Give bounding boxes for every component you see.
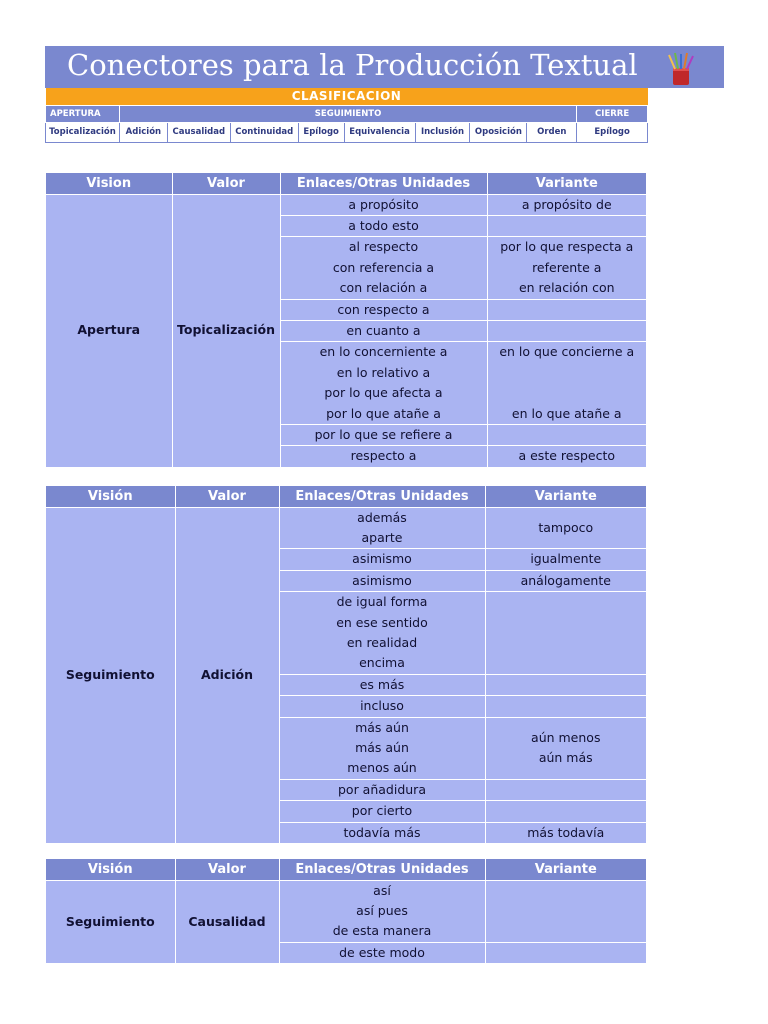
connector-text: con relación a [339, 280, 428, 296]
connector-text: así pues [356, 902, 408, 918]
connector-text: de igual forma [336, 594, 428, 610]
column-header: Vision [46, 173, 172, 194]
variant-text: tampoco [538, 519, 594, 535]
column-header: Variante [485, 486, 646, 507]
connector-text: más aún [355, 719, 409, 735]
subcategory: Orden [527, 122, 577, 142]
variante-cell [485, 717, 646, 779]
column-header: Visión [46, 859, 175, 880]
connector-text: en realidad [346, 634, 418, 650]
subcategory: Topicalización [46, 122, 120, 142]
valor-cell: Causalidad [175, 880, 279, 963]
connector-text: por lo que atañe a [326, 405, 441, 421]
variante-cell [487, 446, 646, 467]
enlaces-cell [280, 194, 487, 215]
connector-text: en ese sentido [336, 614, 428, 630]
enlaces-cell [280, 446, 487, 467]
connector-text: encima [359, 655, 405, 671]
variant-text [490, 383, 645, 403]
variante-cell [485, 570, 646, 591]
vision-cell: Seguimiento [46, 507, 175, 843]
enlaces-cell [279, 822, 485, 843]
connector-text: a todo esto [348, 217, 419, 233]
column-header: Valor [172, 173, 280, 194]
connector-text: así [373, 882, 391, 898]
table-row [46, 507, 646, 549]
column-header: Valor [175, 486, 279, 507]
variante-cell [487, 299, 646, 320]
enlaces-cell [280, 320, 487, 341]
variante-cell [485, 674, 646, 695]
connector-text: por añadidura [337, 781, 426, 797]
enlaces-cell [279, 549, 485, 570]
enlaces-cell [280, 424, 487, 445]
variante-cell [485, 880, 646, 942]
connector-text: de este modo [339, 944, 425, 960]
variant-text: análogamente [520, 572, 611, 588]
variante-cell [487, 342, 646, 425]
variante-cell [487, 215, 646, 236]
variant-text: en relación con [518, 280, 615, 296]
connector-text: al respecto [348, 239, 419, 255]
enlaces-cell [279, 507, 485, 549]
enlaces-cell [279, 880, 485, 942]
variant-text: a este respecto [518, 448, 615, 464]
subcategory: Epílogo [577, 122, 648, 142]
variant-text: referente a [532, 259, 602, 275]
connector-text: por cierto [351, 803, 413, 819]
pencil-cup-icon [664, 52, 698, 86]
column-header: Valor [175, 859, 279, 880]
enlaces-cell [280, 342, 487, 425]
variante-cell [487, 237, 646, 299]
column-header: Enlaces/Otras Unidades [279, 486, 485, 507]
enlaces-cell [279, 717, 485, 779]
column-header: Enlaces/Otras Unidades [279, 859, 485, 880]
variant-text: aún más [538, 750, 593, 766]
connector-text: en lo concerniente a [319, 344, 448, 360]
connector-text: es más [359, 676, 405, 692]
column-header: Variante [487, 173, 646, 194]
connector-text: respecto a [350, 448, 417, 464]
seguimiento-adicion-table [46, 486, 646, 843]
variant-text: igualmente [530, 551, 602, 567]
variante-cell [485, 549, 646, 570]
variant-text: en lo que concierne a [499, 344, 635, 360]
table-row [46, 194, 646, 215]
subcategory: Inclusión [415, 122, 470, 142]
connector-text: en lo relativo a [336, 364, 431, 380]
variante-cell [485, 801, 646, 822]
enlaces-cell [279, 801, 485, 822]
variant-text: aún menos [531, 729, 601, 745]
variante-cell [487, 320, 646, 341]
category-seguimiento: SEGUIMIENTO [119, 105, 576, 122]
subcategory: Causalidad [167, 122, 230, 142]
column-header: Visión [46, 486, 175, 507]
connector-text: más aún [355, 739, 409, 755]
connector-text: con referencia a [332, 259, 435, 275]
subcategory: Equivalencia [344, 122, 415, 142]
connector-text: a propósito [348, 196, 419, 212]
column-header: Enlaces/Otras Unidades [280, 173, 487, 194]
title-bar [45, 46, 724, 88]
subcategory: Adición [119, 122, 167, 142]
page-title: Conectores para la Producción Textual [67, 48, 638, 82]
variante-cell [485, 942, 646, 963]
connector-text: por lo que afecta a [324, 385, 443, 401]
variant-text: más todavía [527, 824, 605, 840]
subcategory: Epílogo [298, 122, 344, 142]
variante-cell [485, 779, 646, 800]
variant-text: por lo que respecta a [500, 239, 634, 255]
variant-text: a propósito de [521, 196, 612, 212]
enlaces-cell [279, 592, 485, 675]
enlaces-cell [279, 696, 485, 717]
connector-text: asimismo [352, 572, 412, 588]
apertura-topicalizacion-table [46, 173, 646, 467]
subcategory: Oposición [470, 122, 527, 142]
vision-cell: Apertura [46, 194, 172, 467]
valor-cell: Adición [175, 507, 279, 843]
enlaces-cell [279, 674, 485, 695]
variante-cell [485, 592, 646, 675]
enlaces-cell [280, 237, 487, 299]
connector-text: asimismo [352, 551, 412, 567]
category-apertura: APERTURA [46, 105, 120, 122]
variante-cell [485, 507, 646, 549]
variante-cell [487, 424, 646, 445]
enlaces-cell [280, 299, 487, 320]
table-row [46, 880, 646, 942]
enlaces-cell [279, 779, 485, 800]
column-header: Variante [485, 859, 646, 880]
variante-cell [487, 194, 646, 215]
connector-text: por lo que se refiere a [314, 426, 453, 442]
connector-text: aparte [361, 529, 403, 545]
connector-text: incluso [360, 698, 404, 714]
variante-cell [485, 822, 646, 843]
connector-text: con respecto a [337, 301, 430, 317]
category-cierre: CIERRE [577, 105, 648, 122]
connector-text: además [357, 509, 407, 525]
seguimiento-causalidad-table [46, 859, 646, 963]
variant-text: en lo que atañe a [511, 405, 622, 421]
classification-title: CLASIFICACION [46, 88, 648, 105]
variante-cell [485, 696, 646, 717]
variant-text [490, 363, 645, 383]
subcategory: Continuidad [230, 122, 298, 142]
valor-cell: Topicalización [172, 194, 280, 467]
classification-table [45, 88, 648, 143]
connector-text: en cuanto a [346, 322, 421, 338]
enlaces-cell [279, 942, 485, 963]
connector-text: todavía más [343, 824, 421, 840]
enlaces-cell [280, 215, 487, 236]
connector-text: de esta manera [332, 923, 432, 939]
connector-text: menos aún [347, 760, 417, 776]
enlaces-cell [279, 570, 485, 591]
vision-cell: Seguimiento [46, 880, 175, 963]
